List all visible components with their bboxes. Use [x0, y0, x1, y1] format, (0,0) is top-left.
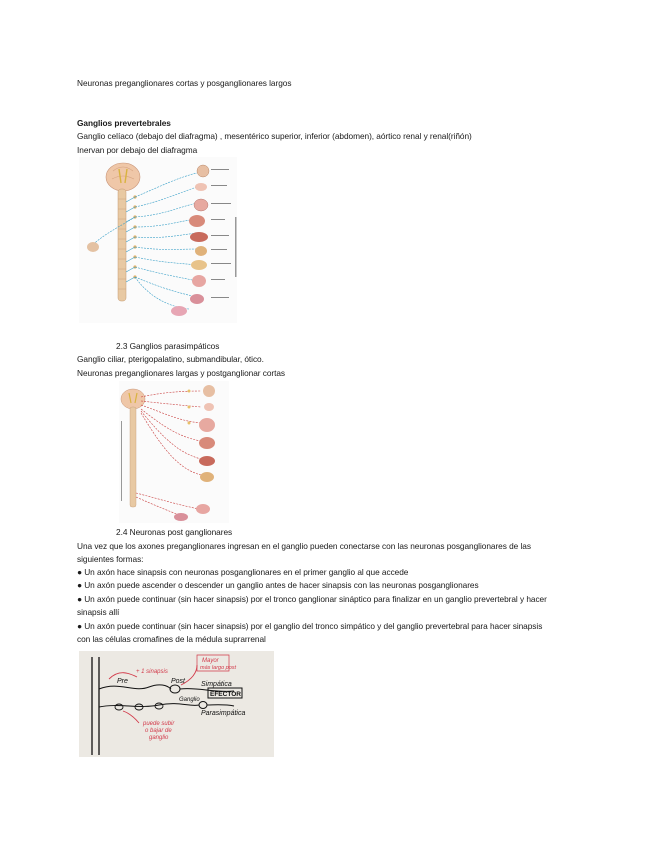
bullet-1: ● Un axón hace sinapsis con neuronas posganglionares en el primer ganglio al que accede — [77, 567, 409, 577]
section-2-3-heading: 2.3 Ganglios parasimpáticos — [116, 341, 220, 351]
sketch-post-label: Post — [171, 678, 186, 685]
sketch-simpatica-label: Simpática — [201, 681, 232, 688]
handwritten-sketch — [79, 651, 274, 757]
bullet-2: ● Un axón puede ascender o descender un ganglio antes de hacer sinapsis con las neuronas posganglionares — [77, 580, 479, 590]
sketch-pre-label: Pre — [117, 678, 128, 685]
prevertebral-innervation: Inervan por debajo del diafragma — [77, 145, 198, 155]
intro-line: Neuronas preganglionares cortas y posganglionares largos — [77, 78, 292, 88]
sketch-puede-subir-3: ganglio — [149, 735, 169, 741]
sketch-puede-subir-2: o bajar de — [145, 728, 172, 734]
bullet-4-line-2: con las células cromafines de la médula suprarrenal — [77, 634, 266, 644]
sketch-puede-subir-1: puede subir — [143, 721, 175, 727]
prevertebral-heading: Ganglios prevertebrales — [77, 118, 171, 128]
bullet-4-line-1: ● Un axón puede continuar (sin hacer sinapsis) por el ganglio del tronco simpático y del ganglio prevertebral para hacer sinapsis — [77, 621, 543, 631]
sketch-mas-largo-label: más largo post — [200, 665, 237, 671]
section-2-4-heading: 2.4 Neuronas post ganglionares — [116, 527, 233, 537]
parasympathetic-neurons: Neuronas preganglionares largas y postganglionar cortas — [77, 368, 286, 378]
paragraph-line-2: siguientes formas: — [77, 554, 144, 564]
paragraph-line-1: Una vez que los axones preganglionares ingresan en el ganglio pueden conectarse con las neuronas posganglionares de las — [77, 541, 531, 551]
parasympathetic-ganglia-list: Ganglio ciliar, pterigopalatino, submandibular, ótico. — [77, 354, 264, 364]
sketch-efector-label: EFECTOR — [210, 691, 241, 698]
sketch-parasimpatica-label: Parasimpática — [201, 710, 246, 717]
bullet-3-line-2: sinapsis allí — [77, 607, 120, 617]
sympathetic-diagram — [79, 157, 237, 323]
sketch-sinapsis-label: + 1 sinapsis — [136, 669, 168, 675]
parasympathetic-diagram — [119, 381, 229, 523]
prevertebral-description: Ganglio celíaco (debajo del diafragma) , mesentérico superior, inferior (abdomen), aórtico renal y renal(riñón) — [77, 131, 472, 141]
bullet-3-line-1: ● Un axón puede continuar (sin hacer sinapsis) por el tronco ganglionar sináptico para finalizar en un ganglio prevertebral y hacer — [77, 594, 547, 604]
sketch-mayor-label: Mayor — [202, 658, 219, 664]
sketch-ganglio-label: Ganglio — [179, 697, 200, 703]
